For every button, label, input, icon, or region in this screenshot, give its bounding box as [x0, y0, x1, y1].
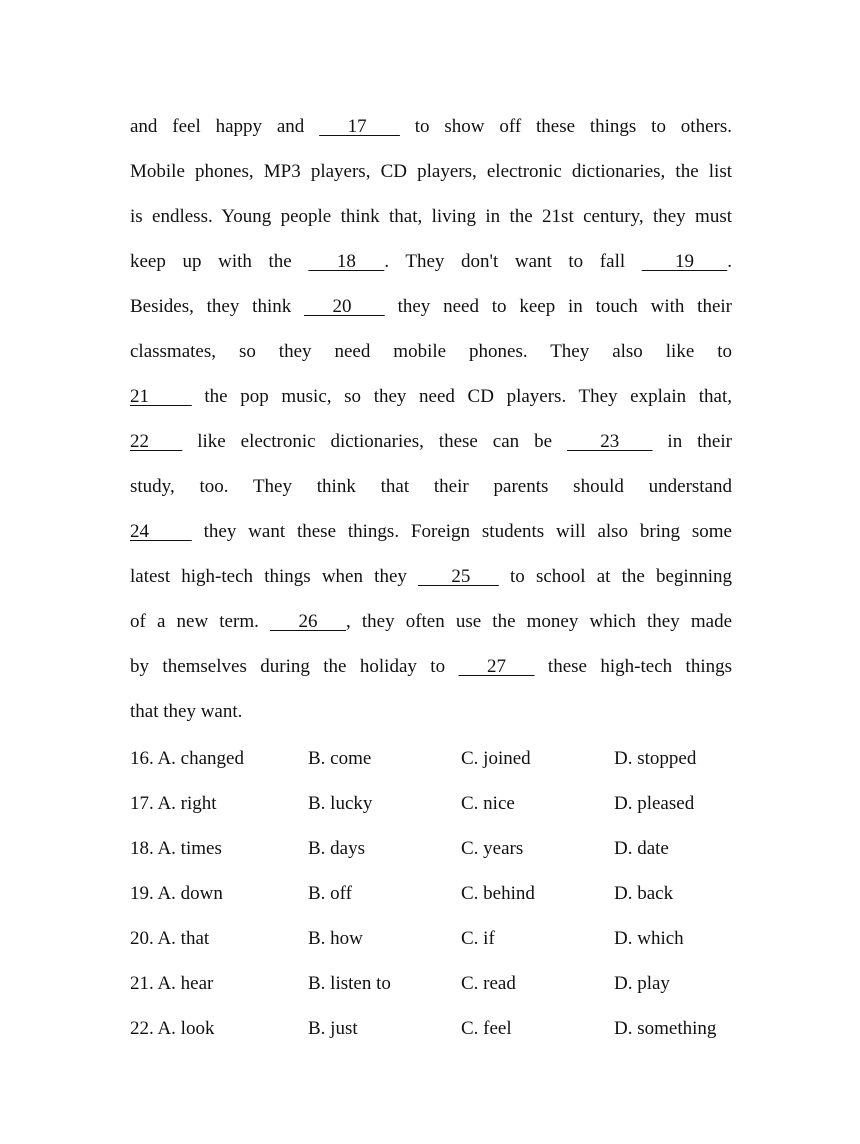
passage-text: to school at the beginning [498, 566, 732, 587]
option-d: D. play [614, 973, 670, 994]
passage-text: is endless. Young people think that, living in the 21st century, they must [130, 206, 732, 227]
passage-line [130, 239, 732, 284]
passage-text: classmates, so they need mobile phones. They also like to [130, 341, 732, 362]
passage-text: in their [652, 431, 732, 452]
option-b: B. come [308, 748, 372, 769]
passage-text: to show off these things to others. [399, 116, 732, 137]
question-row-20 [130, 916, 750, 961]
blank-20: 20 [304, 296, 385, 317]
passage-line [130, 104, 732, 149]
blank-18: 18 [308, 251, 385, 272]
passage-line [130, 644, 732, 689]
option-c: C. joined [461, 748, 531, 769]
option-c: C. nice [461, 793, 515, 814]
passage-text: . They don't want to fall [384, 251, 642, 272]
blank-26: 26 [269, 611, 346, 632]
passage-text: latest high-tech things when they [130, 566, 419, 587]
passage-line [130, 194, 732, 239]
option-d: D. pleased [614, 793, 695, 814]
passage-text: Besides, they think [130, 296, 305, 317]
passage-text: like electronic dictionaries, these can be [182, 431, 567, 452]
blank-25: 25 [418, 566, 499, 587]
passage-text: . [727, 251, 732, 272]
blank-17: 17 [319, 116, 400, 137]
passage-text: the pop music, so they need CD players. They explain that, [191, 386, 732, 407]
blank-27: 27 [458, 656, 535, 677]
passage-line [130, 689, 732, 734]
question-row-18 [130, 826, 750, 871]
blank-19: 19 [641, 251, 728, 272]
passage-text: and feel happy and [130, 116, 320, 137]
option-b: B. days [308, 838, 365, 859]
question-row-21 [130, 961, 750, 1006]
passage-text: keep up with the [130, 251, 309, 272]
passage-line [130, 509, 732, 554]
option-c: C. years [461, 838, 524, 859]
option-d: D. stopped [614, 748, 697, 769]
option-a: 20. A. that [130, 928, 210, 949]
passage-line [130, 599, 732, 644]
option-d: D. something [614, 1018, 717, 1039]
passage-line [130, 284, 732, 329]
option-b: B. off [308, 883, 352, 904]
option-a: 18. A. times [130, 838, 222, 859]
blank-22: 22 [130, 431, 183, 452]
option-c: C. behind [461, 883, 535, 904]
passage-line [130, 374, 732, 419]
passage-text: that they want. [130, 701, 243, 722]
option-d: D. which [614, 928, 684, 949]
passage-text: Mobile phones, MP3 players, CD players, electronic dictionaries, the list [130, 161, 732, 182]
blank-21: 21 [130, 386, 192, 407]
option-c: C. if [461, 928, 495, 949]
passage-text: , they often use the money which they made [345, 611, 733, 632]
passage-text: of a new term. [130, 611, 270, 632]
blank-23: 23 [566, 431, 653, 452]
option-a: 21. A. hear [130, 973, 214, 994]
option-b: B. just [308, 1018, 358, 1039]
question-row-19 [130, 871, 750, 916]
passage-text: by themselves during the holiday to [130, 656, 459, 677]
passage-line [130, 329, 732, 374]
option-d: D. date [614, 838, 669, 859]
option-a: 16. A. changed [130, 748, 244, 769]
option-d: D. back [614, 883, 674, 904]
option-b: B. lucky [308, 793, 373, 814]
passage-text: these high-tech things [534, 656, 733, 677]
question-row-17 [130, 781, 750, 826]
passage-line [130, 149, 732, 194]
option-a: 22. A. look [130, 1018, 215, 1039]
passage-line [130, 464, 732, 509]
option-c: C. read [461, 973, 516, 994]
passage-text: they need to keep in touch with their [384, 296, 732, 317]
option-b: B. listen to [308, 973, 391, 994]
passage-line [130, 419, 732, 464]
option-a: 19. A. down [130, 883, 223, 904]
option-b: B. how [308, 928, 363, 949]
question-row-16 [130, 736, 750, 781]
passage-text: they want these things. Foreign students will also bring some [191, 521, 732, 542]
option-c: C. feel [461, 1018, 512, 1039]
cloze-passage [130, 104, 732, 734]
blank-24: 24 [130, 521, 192, 542]
question-row-22 [130, 1006, 750, 1051]
passage-text: study, too. They think that their parents should understand [130, 476, 732, 497]
option-a: 17. A. right [130, 793, 217, 814]
answer-options [130, 736, 750, 1051]
passage-line [130, 554, 732, 599]
